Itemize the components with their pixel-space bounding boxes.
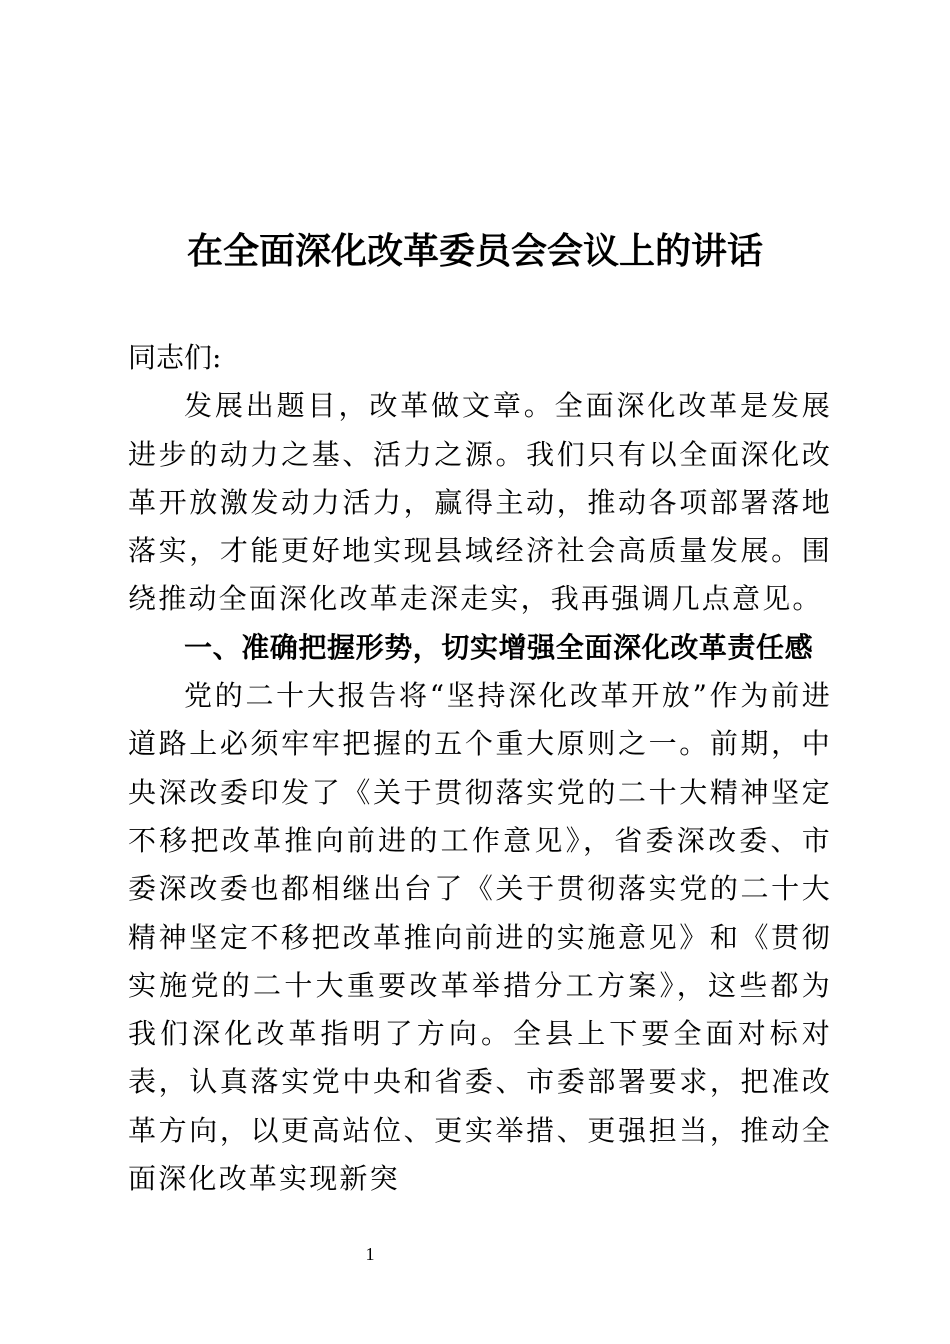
document-body xyxy=(128,334,832,1203)
salutation: 同志们: xyxy=(128,341,222,374)
section-heading: 一、准确把握形势，切实增强全面深化改革责任感 xyxy=(184,630,814,664)
document-title: 在全面深化改革委员会会议上的讲话 xyxy=(186,231,763,272)
paragraph-section-1: 党的二十大报告将“坚持深化改革开放”作为前进道路上必须牢牢把握的五个重大原则之一。前期，中央深改委印发了《关于贯彻落实党的二十大精神坚定不移把改革推向前进的工作意见》，省委深改委、市委深改委也都相继出台了《关于贯彻落实党的二十大精神坚定不移把改革推向前进的实施意见》和《贯彻实施党的二十大重要改革举措分工方案》，这些都为我们深化改革指明了方向。全县上下要全面对标对表，认真落实党中央和省委、市委部署要求，把准改革方向，以更高站位、更实举措、更强担当，推动全面深化改革实现新突 xyxy=(128,679,832,1196)
paragraph-intro: 发展出题目，改革做文章。全面深化改革是发展进步的动力之基、活力之源。我们只有以全面深化改革开放激发动力活力，赢得主动，推动各项部署落地落实，才能更好地实现县域经济社会高质量发展。围绕推动全面深化改革走深走实，我再强调几点意见。 xyxy=(128,389,832,616)
page-number: 1 xyxy=(365,1244,375,1264)
